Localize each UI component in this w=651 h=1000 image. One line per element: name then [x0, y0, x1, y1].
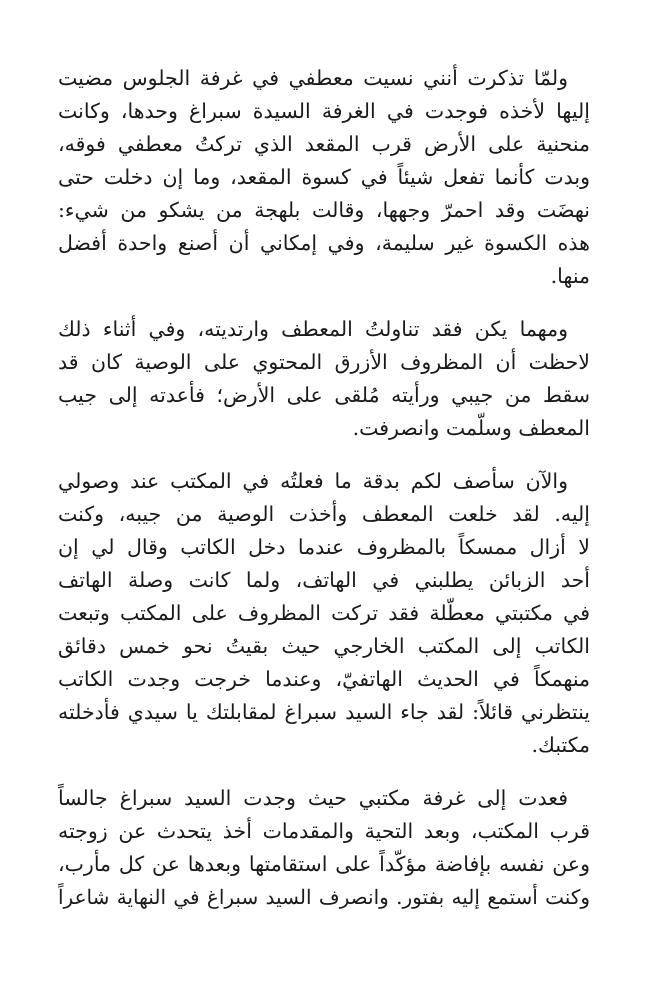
- text-line: وبدت كأنما تفعل شيئاً في كسوة المقعد، وما إن دخلت حتى: [58, 165, 590, 189]
- text-line: نهضَت وقد احمرّ وجهها، وقالت بلهجة من يشكو من شيء:: [58, 198, 590, 222]
- text-line: هذه الكسوة غير سليمة، وفي إمكاني أن أصنع واحدة أفضل: [58, 231, 590, 255]
- text-line: فعدت إلى غرفة مكتبي حيث وجدت السيد سبراغ جالساً: [58, 786, 568, 810]
- text-line: المعطف وسلّمت وانصرفت.: [352, 416, 590, 440]
- text-line: والآن سأصف لكم بدقة ما فعلتُه في المكتب عند وصولي: [58, 469, 568, 493]
- text-line: وعن نفسه بإفاضة مؤكّداً على استقامتها وبعدها عن كل مأرب،: [58, 852, 590, 876]
- paragraph-2: [58, 313, 590, 445]
- text-line: منهمكاً في الحديث الهاتفيّ، وعندما خرجت وجدت الكاتب: [58, 667, 590, 691]
- paragraph-4: [58, 782, 590, 914]
- text-line: إليها لأخذه فوجدت في الغرفة السيدة سبراغ وحدها، وكانت: [58, 99, 590, 123]
- text-line: أحد الزبائن يطلبني في الهاتف، ولما كانت وصلة الهاتف: [58, 568, 590, 592]
- text-line: منحنية على الأرض قرب المقعد الذي تركتُ معطفي فوقه،: [58, 132, 590, 156]
- document-page: [58, 62, 590, 934]
- text-line: إليه. لقد خلعت المعطف وأخذت الوصية من جيبه، وكنت: [58, 502, 590, 526]
- text-line: ينتظرني قائلاً: لقد جاء السيد سبراغ لمقابلتك يا سيدي فأدخلته: [58, 700, 590, 724]
- text-line: سقط من جيبي ورأيته مُلقى على الأرض؛ فأعدته إلى جيب: [58, 383, 590, 407]
- text-line: ولمّا تذكرت أنني نسيت معطفي في غرفة الجلوس مضيت: [58, 66, 568, 90]
- text-line: لاحظت أن المظروف الأزرق المحتوي على الوصية كان قد: [58, 350, 590, 374]
- text-line: مكتبك.: [531, 733, 590, 757]
- text-line: في مكتبتي معطّلة فقد تركت المظروف على المكتب وتبعت: [58, 601, 590, 625]
- text-line: وكنت أستمع إليه بفتور. وانصرف السيد سبراغ في النهاية شاعراً: [58, 885, 590, 909]
- paragraph-1: [58, 62, 590, 293]
- text-line: قرب المكتب، وبعد التحية والمقدمات أخذ يتحدث عن زوجته: [58, 819, 590, 843]
- text-line: الكاتب إلى المكتب الخارجي حيث بقيتُ نحو خمس دقائق: [58, 634, 590, 658]
- paragraph-3: [58, 465, 590, 762]
- text-line: لا أزال ممسكاً بالمظروف عندما دخل الكاتب وقال لي إن: [58, 535, 590, 559]
- text-line: ومهما يكن فقد تناولتُ المعطف وارتديته، وفي أثناء ذلك: [58, 317, 568, 341]
- text-line: منها.: [550, 264, 590, 288]
